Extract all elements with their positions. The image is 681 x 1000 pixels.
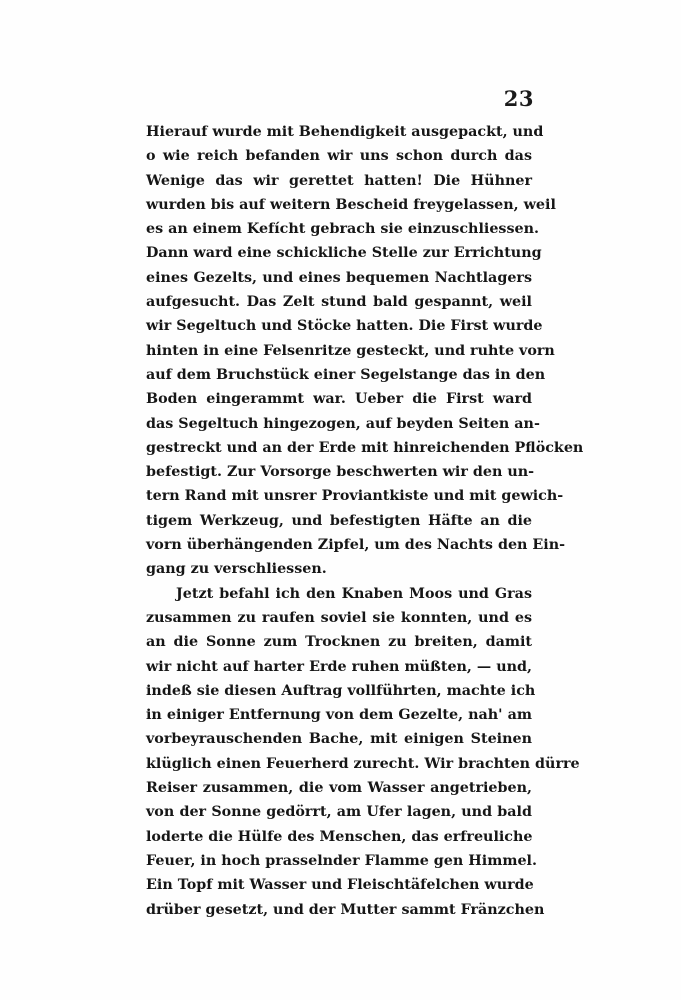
text-line: tern Rand mit unsrer Proviantkiste und mit gewich- — [146, 488, 564, 505]
text-line: gestreckt und an der Erde mit hinreichenden Pflöcken — [146, 439, 584, 456]
text-line: loderte die Hülfe des Menschen, das erfreuliche — [146, 828, 533, 845]
text-line: Boden eingerammt war. Ueber die First ward — [146, 391, 532, 408]
text-line: Dann ward eine schickliche Stelle zur Errichtung — [146, 245, 542, 262]
text-line: es an einem Kefícht gebrach sie einzuschliessen. — [146, 221, 539, 238]
text-line: wir Segeltuch und Stöcke hatten. Die First wurde — [146, 318, 543, 335]
text-line: wir nicht auf harter Erde ruhen müßten, — und, — [146, 658, 532, 675]
text-line: eines Gezelts, und eines bequemen Nachtlagers — [146, 269, 532, 286]
text-line: wurden bis auf weitern Bescheid freygelassen, weil — [146, 196, 556, 213]
text-line: zusammen zu raufen soviel sie konnten, und es — [146, 609, 532, 626]
text-line: drüber gesetzt, und der Mutter sammt Fränzchen — [146, 901, 545, 918]
text-line: vorn überhängenden Zipfel, um des Nachts den Ein- — [146, 537, 566, 554]
text-line: Jetzt befahl ich den Knaben Moos und Gras — [176, 585, 532, 602]
text-line: von der Sonne gedörrt, am Ufer lagen, und bald — [146, 804, 532, 821]
text-line: Ein Topf mit Wasser und Fleischtäfelchen wurde — [146, 877, 534, 894]
text-line: indeß sie diesen Auftrag vollführten, machte ich — [146, 682, 536, 699]
text-line: das Segeltuch hingezogen, auf beyden Seiten an- — [146, 415, 540, 432]
page-number: 23 — [503, 86, 534, 111]
text-line: in einiger Entfernung von dem Gezelte, nah' am — [146, 707, 532, 724]
text-line: Reiser zusammen, die vom Wasser angetrieben, — [146, 780, 532, 797]
text-line: klüglich einen Feuerherd zurecht. Wir brachten dürre — [146, 755, 580, 772]
paragraph-1 — [146, 120, 584, 582]
text-line: auf dem Bruchstück einer Segelstange das in den — [146, 366, 546, 383]
text-line: Hierauf wurde mit Behendigkeit ausgepackt, und — [146, 124, 544, 140]
text-line: an die Sonne zum Trocknen zu breiten, damit — [146, 634, 532, 651]
text-line: vorbeyrauschenden Bache, mit einigen Steinen — [146, 731, 532, 748]
text-line: o wie reich befanden wir uns schon durch das — [146, 148, 532, 165]
text-line: Wenige das wir gerettet hatten! Die Hühner — [146, 172, 532, 189]
body-text — [146, 120, 584, 922]
text-line: Feuer, in hoch prasselnder Flamme gen Himmel. — [146, 852, 537, 869]
text-line: gang zu verschliessen. — [146, 561, 327, 578]
paragraph-2 — [146, 582, 580, 922]
text-line: befestigt. Zur Vorsorge beschwerten wir den un- — [146, 464, 535, 481]
text-line: hinten in eine Felsenritze gesteckt, und ruhte vorn — [146, 342, 555, 359]
text-line: aufgesucht. Das Zelt stund bald gespannt, weil — [146, 294, 532, 311]
text-line: tigem Werkzeug, und befestigten Häfte an die — [146, 512, 532, 529]
